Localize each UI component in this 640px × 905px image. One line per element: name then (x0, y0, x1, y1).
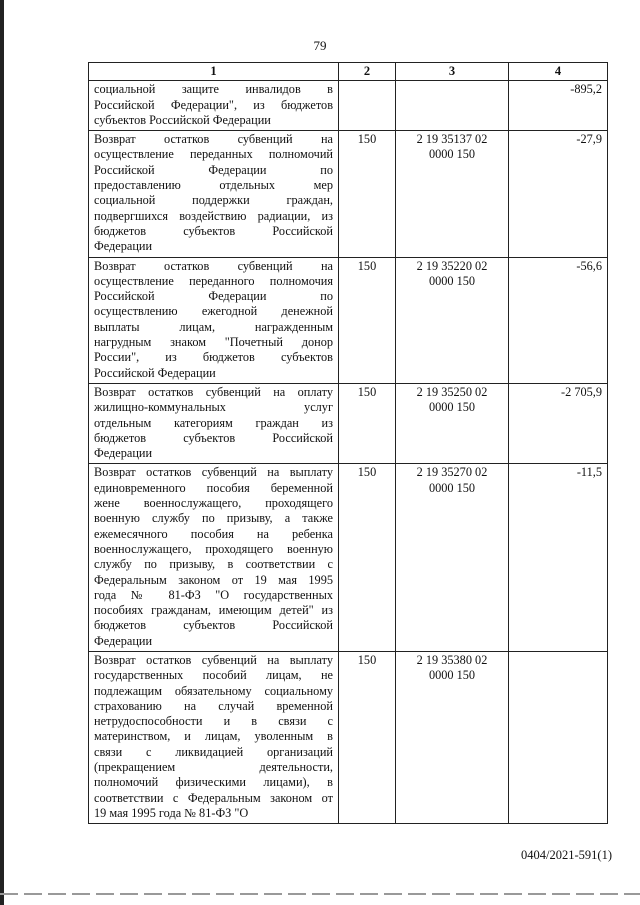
description-line: государственных пособий лицам, не (94, 668, 333, 683)
description-line: осуществление переданного полномочия (94, 273, 333, 288)
description-line: бюджетов субъектов Российской (94, 618, 333, 633)
kbk-code-line: 2 19 35380 02 (416, 652, 488, 667)
kbk-code-line: 2 19 35137 02 (416, 132, 488, 147)
kbk-code-line: 0000 150 (428, 400, 476, 415)
description-line: Российской Федерации (94, 365, 216, 380)
description-line: Возврат остатков субвенций на (94, 132, 333, 147)
kbk-code-line: 0000 150 (428, 668, 476, 683)
amount: -895,2 (509, 81, 608, 131)
description-line: нагрудным знаком "Почетный донор (94, 335, 333, 350)
description-line: осуществлению ежегодной денежной (94, 304, 333, 319)
row-description (89, 257, 339, 383)
description-line: материнством, и лицам, уволенным в (94, 729, 333, 744)
description-line: Федерации (94, 446, 153, 461)
table-row (89, 464, 608, 652)
column-header: 1 (89, 63, 339, 81)
kbk-code-line: 2 19 35250 02 (416, 384, 488, 399)
description-line: (прекращением деятельности, (94, 760, 333, 775)
description-line: ежемесячного пособия на ребенка (94, 526, 333, 541)
description-line: Возврат остатков субвенций на выплату (94, 652, 333, 667)
description-line: России", из бюджетов субъектов (94, 350, 333, 365)
description-line: страхованию на случай временной (94, 698, 333, 713)
description-line: осуществление переданных полномочий (94, 147, 333, 162)
row-description (89, 651, 339, 823)
table-row (89, 651, 608, 823)
admin-code: 150 (339, 383, 396, 463)
description-line: военнослужащего, проходящего военную (94, 541, 333, 556)
description-line: предоставлению отдельных мер (94, 178, 333, 193)
amount: -27,9 (509, 131, 608, 257)
kbk-code (396, 81, 509, 131)
description-line: подвергшихся воздействию радиации, из (94, 208, 333, 223)
column-header: 2 (339, 63, 396, 81)
description-line: жилищно-коммунальных услуг (94, 400, 333, 415)
kbk-code (396, 651, 509, 823)
row-description (89, 81, 339, 131)
amount: -56,6 (509, 257, 608, 383)
kbk-code-line: 2 19 35220 02 (416, 258, 488, 273)
description-line: года № 81-ФЗ "О государственных (94, 587, 333, 602)
description-line: жене военнослужащего, проходящего (94, 496, 333, 511)
description-line: полномочий физическими лицами), в (94, 775, 333, 790)
description-line: службу по призыву, в соответствии с (94, 557, 333, 572)
description-line: Возврат остатков субвенций на оплату (94, 384, 333, 399)
kbk-code-line: 2 19 35270 02 (416, 465, 488, 480)
description-line: бюджетов субъектов Российской (94, 430, 333, 445)
description-line: Федерации (94, 633, 153, 648)
description-line: связи с ликвидацией организаций (94, 744, 333, 759)
description-line: Возврат остатков субвенций на выплату (94, 465, 333, 480)
description-line: отдельным категориям граждан из (94, 415, 333, 430)
page-number: 79 (313, 38, 327, 53)
kbk-code (396, 131, 509, 257)
kbk-code (396, 257, 509, 383)
amount (509, 651, 608, 823)
description-line: Возврат остатков субвенций на (94, 258, 333, 273)
admin-code: 150 (339, 651, 396, 823)
table-row (89, 81, 608, 131)
admin-code: 150 (339, 464, 396, 652)
description-line: субъектов Российской Федерации (94, 112, 271, 127)
row-description (89, 131, 339, 257)
kbk-code (396, 464, 509, 652)
kbk-code-line: 0000 150 (428, 273, 476, 288)
description-line: Российской Федерации по (94, 289, 333, 304)
document-code: 0404/2021-591(1) (521, 848, 612, 862)
budget-table (88, 62, 608, 824)
kbk-code-line: 0000 150 (428, 480, 476, 495)
table-row (89, 383, 608, 463)
bottom-divider (0, 893, 640, 895)
admin-code: 150 (339, 131, 396, 257)
description-line: выплаты лицам, награжденным (94, 319, 333, 334)
description-line: единовременного пособия беременной (94, 480, 333, 495)
description-line: Федеральным законом от 19 мая 1995 (94, 572, 333, 587)
description-line: военную службу по призыву, а также (94, 511, 333, 526)
description-line: Российской Федерации", из бюджетов (94, 97, 333, 112)
description-line: соответствии с Федеральным законом от (94, 790, 333, 805)
description-line: бюджетов субъектов Российской (94, 223, 333, 238)
kbk-code (396, 383, 509, 463)
column-header: 4 (509, 63, 608, 81)
amount: -11,5 (509, 464, 608, 652)
row-description (89, 464, 339, 652)
description-line: социальной защите инвалидов в (94, 82, 333, 97)
description-line: нетрудоспособности и в связи с (94, 714, 333, 729)
table-header-row (89, 63, 608, 81)
table-row (89, 257, 608, 383)
kbk-code-line: 0000 150 (428, 147, 476, 162)
page-left-edge (0, 0, 4, 905)
amount: -2 705,9 (509, 383, 608, 463)
description-line: 19 мая 1995 года № 81-ФЗ "О (94, 805, 249, 820)
description-line: пособиях гражданам, имеющим детей" из (94, 603, 333, 618)
description-line: Российской Федерации по (94, 162, 333, 177)
description-line: подлежащим обязательному социальному (94, 683, 333, 698)
description-line: Федерации (94, 239, 153, 254)
admin-code (339, 81, 396, 131)
column-header: 3 (396, 63, 509, 81)
row-description (89, 383, 339, 463)
admin-code: 150 (339, 257, 396, 383)
table-row (89, 131, 608, 257)
description-line: социальной поддержки граждан, (94, 193, 333, 208)
